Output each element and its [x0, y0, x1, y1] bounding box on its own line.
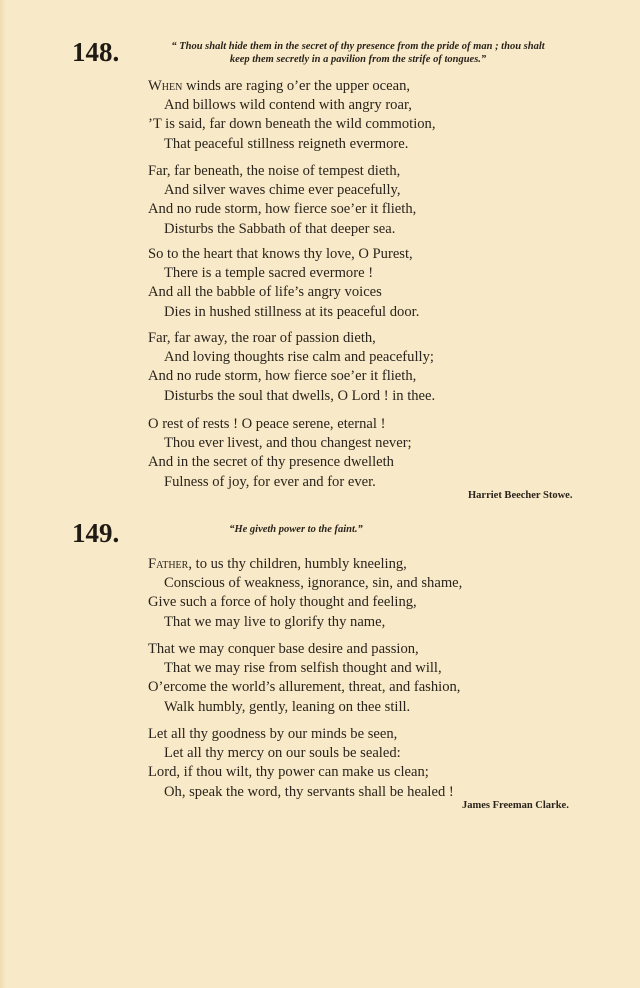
verse-line: Conscious of weakness, ignorance, sin, and shame, [164, 575, 463, 592]
stanza [148, 725, 454, 802]
verse-line: Thou ever livest, and thou changest never; [164, 435, 412, 452]
verse-line: Walk humbly, gently, leaning on thee still. [164, 698, 411, 715]
stanza [148, 329, 435, 406]
verse-line: Disturbs the Sabbath of that deeper sea. [164, 220, 396, 237]
verse-line: Give such a force of holy thought and feeling, [148, 594, 417, 611]
verse-line: And silver waves chime ever peacefully, [164, 182, 401, 199]
hymn-epigraph [226, 523, 366, 536]
stanza [148, 77, 436, 154]
verse-line: Father, to us thy children, humbly kneeling, [148, 556, 407, 572]
verse-line: That peaceful stillness reigneth evermore. [164, 135, 409, 152]
stanza [148, 415, 412, 492]
stanza [148, 640, 460, 717]
verse-line: Disturbs the soul that dwells, O Lord ! in thee. [164, 387, 436, 404]
verse-line: Oh, speak the word, thy servants shall be healed ! [164, 783, 454, 800]
hymn-number: 149. [72, 518, 120, 548]
verse-line: Dies in hushed stillness at its peaceful door. [164, 303, 420, 320]
epigraph-line: keep them secretly in a pavilion from the strife of tongues.” [229, 54, 487, 65]
verse-line: That we may conquer base desire and passion, [148, 641, 419, 657]
verse-line: Let all thy goodness by our minds be seen, [148, 726, 398, 742]
verse-line: O rest of rests ! O peace serene, eternal ! [148, 416, 386, 432]
verse-line: Far, far away, the roar of passion dieth, [148, 330, 376, 346]
verse-line: That we may rise from selfish thought and will, [164, 660, 442, 677]
verse-line: Let all thy mercy on our souls be sealed: [164, 745, 401, 762]
page-edge [0, 0, 6, 988]
stanza [148, 245, 419, 322]
verse-line: That we may live to glorify thy name, [164, 613, 386, 630]
hymn-number: 148. [72, 37, 120, 67]
verse-line: And billows wild contend with angry roar, [164, 97, 412, 114]
verse-line: ’T is said, far down beneath the wild commotion, [148, 116, 436, 133]
author-attribution: James Freeman Clarke. [462, 800, 569, 811]
hymn-epigraph [138, 40, 578, 66]
author-attribution: Harriet Beecher Stowe. [468, 490, 573, 501]
stanza [148, 162, 416, 239]
verse-line: So to the heart that knows thy love, O Purest, [148, 246, 413, 262]
verse-line: And no rude storm, how fierce soe’er it flieth, [148, 368, 417, 385]
first-word: Father [148, 556, 189, 572]
verse-line: And all the babble of life’s angry voices [148, 284, 382, 301]
verse-line: When winds are raging o’er the upper ocean, [148, 78, 411, 94]
epigraph-line: “He giveth power to the faint.” [229, 524, 363, 535]
verse-line: Far, far beneath, the noise of tempest dieth, [148, 163, 401, 179]
verse-line: And loving thoughts rise calm and peacefully; [164, 349, 434, 366]
stanza [148, 555, 462, 632]
verse-line: And no rude storm, how fierce soe’er it flieth, [148, 201, 417, 218]
first-word: When [148, 78, 183, 94]
verse-line: Lord, if thou wilt, thy power can make us clean; [148, 764, 429, 781]
epigraph-line: “ Thou shalt hide them in the secret of thy presence from the pride of man ; thou shalt [171, 41, 545, 52]
verse-line: Fulness of joy, for ever and for ever. [164, 473, 376, 490]
verse-line: O’ercome the world’s allurement, threat, and fashion, [148, 679, 461, 696]
verse-line: And in the secret of thy presence dwelleth [148, 454, 394, 471]
verse-line: There is a temple sacred evermore ! [164, 265, 374, 282]
